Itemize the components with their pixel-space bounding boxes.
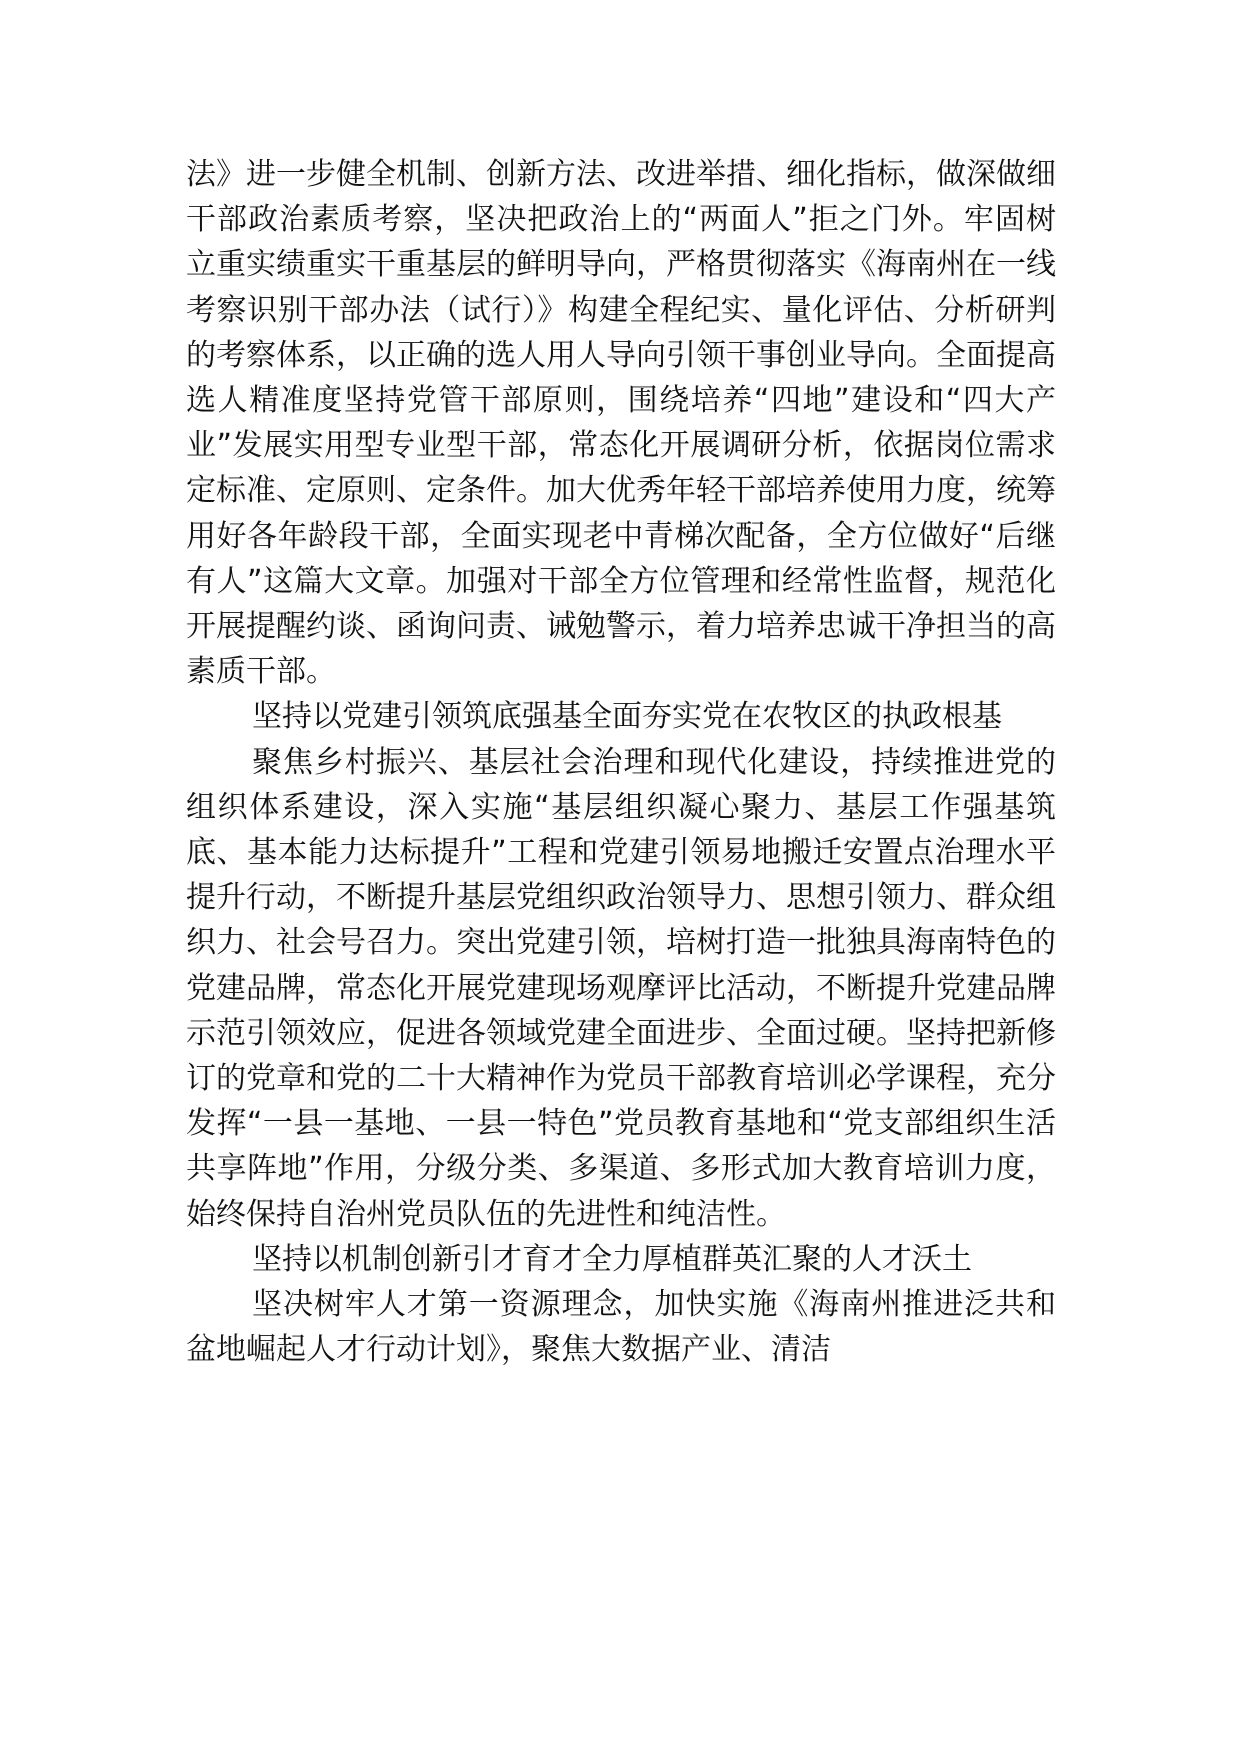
paragraph-party-building: 聚焦乡村振兴、基层社会治理和现代化建设，持续推进党的组织体系建设，深入实施“基层组织凝心聚力、基层工作强基筑底、基本能力达标提升”工程和党建引领易地搬迁安置点治理水平提升行动，不断提升基层党组织政治领导力、思想引领力、群众组织力、社会号召力。突出党建引领，培树打造一批独具海南特色的党建品牌，常态化开展党建现场观摩评比活动，不断提升党建品牌示范引领效应，促进各领域党建全面进步、全面过硬。坚持把新修订的党章和党的二十大精神作为党员干部教育培训必学课程，充分发挥“一县一基地、一县一特色”党员教育基地和“党支部组织生活共享阵地”作用，分级分类、多渠道、多形式加大教育培训力度，始终保持自治州党员队伍的先进性和纯洁性。 [186, 744, 1056, 1232]
document-body [186, 152, 1056, 1372]
paragraph-cadre-management: 法》进一步健全机制、创新方法、改进举措、细化指标，做深做细干部政治素质考察，坚决把政治上的“两面人”拒之门外。牢固树立重实绩重实干重基层的鲜明导向，严格贯彻落实《海南州在一线考察识别干部办法（试行）》构建全程纪实、量化评估、分析研判的考察体系，以正确的选人用人导向引领干事创业导向。全面提高选人精准度坚持党管干部原则，围绕培养“四地”建设和“四大产业”发展实用型专业型干部，常态化开展调研分析，依据岗位需求定标准、定原则、定条件。加大优秀年轻干部培养使用力度，统筹用好各年龄段干部，全面实现老中青梯次配备，全方位做好“后继有人”这篇大文章。加强对干部全方位管理和经常性监督，规范化开展提醒约谈、函询问责、诫勉警示，着力培养忠诚干净担当的高素质干部。 [186, 157, 1056, 690]
paragraph-talent: 坚决树牢人才第一资源理念，加快实施《海南州推进泛共和盆地崛起人才行动计划》，聚焦大数据产业、清洁 [186, 1287, 1056, 1368]
section-heading-talent: 坚持以机制创新引才育才全力厚植群英汇聚的人才沃土 [252, 1241, 972, 1277]
section-heading-party-building: 坚持以党建引领筑底强基全面夯实党在农牧区的执政根基 [252, 699, 1002, 735]
